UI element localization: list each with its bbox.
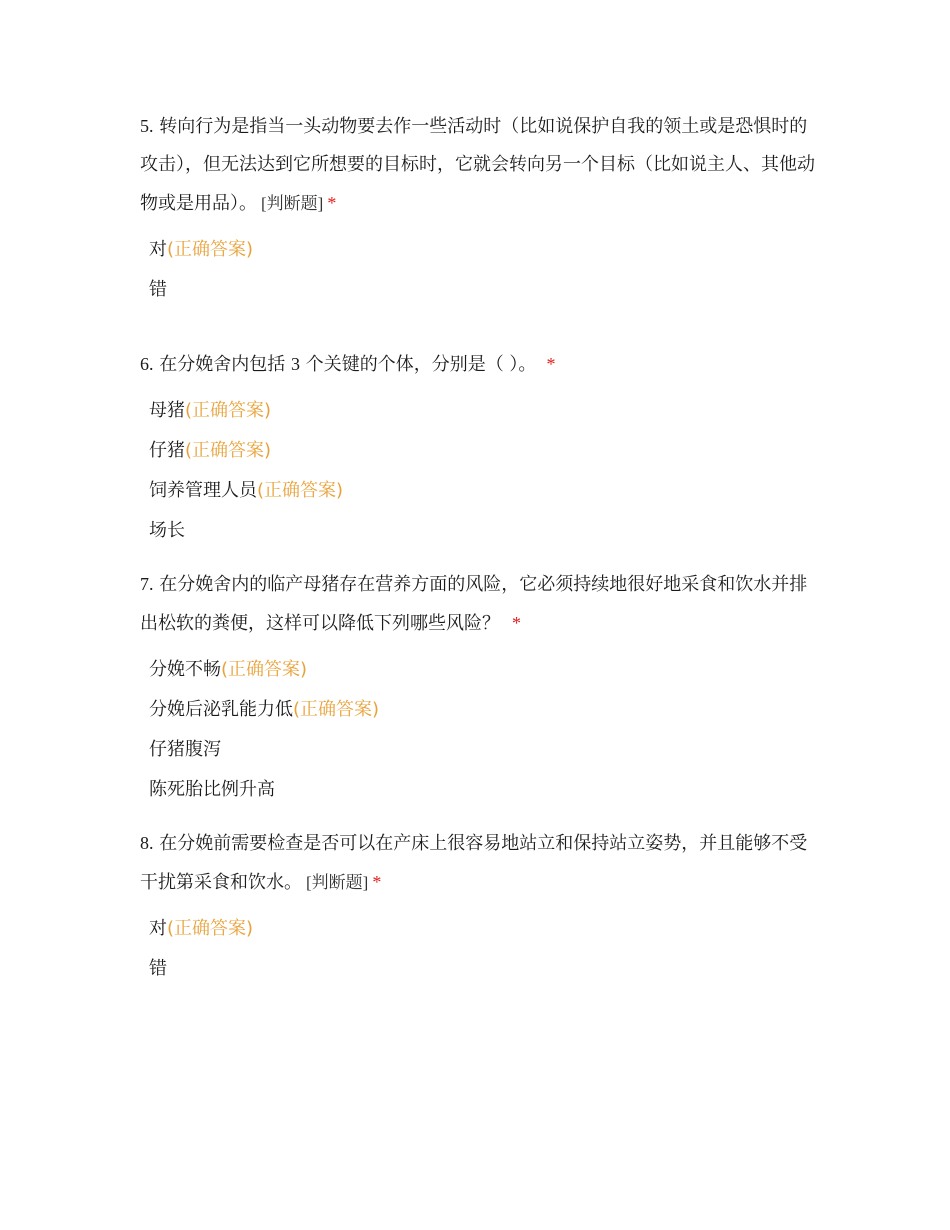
option[interactable] [149, 270, 820, 310]
option-label: 陈死胎比例升高 [149, 779, 275, 800]
option[interactable] [149, 949, 820, 989]
correct-answer-tag: (正确答案) [185, 400, 272, 421]
option-label: 错 [149, 279, 167, 300]
question-number: 5. [140, 116, 154, 136]
correct-answer-tag: (正确答案) [167, 239, 254, 260]
option[interactable] [149, 909, 820, 949]
question-6 [140, 345, 820, 551]
question-number: 7. [140, 574, 154, 594]
question-body-number: 3 [290, 354, 300, 374]
question-8-options [140, 909, 820, 989]
option-label: 对 [149, 918, 167, 939]
question-6-text [140, 345, 820, 384]
question-body: 转向行为是指当一头动物要去作一些活动时（比如说保护自我的领土或是恐惧时的攻击），但无法达到它所想要的目标时，它就会转向另一个目标（比如说主人、其他动物或是用品）。 [140, 116, 815, 214]
option-label: 分娩后泌乳能力低 [149, 699, 293, 720]
required-mark: * [327, 193, 337, 213]
required-mark: * [512, 613, 521, 633]
required-mark: * [546, 354, 556, 374]
correct-answer-tag: (正确答案) [185, 440, 272, 461]
correct-answer-tag: (正确答案) [167, 918, 254, 939]
option-label: 饲养管理人员 [149, 480, 257, 501]
option-label: 母猪 [149, 400, 185, 421]
question-5-options [140, 230, 820, 310]
option[interactable] [149, 690, 820, 730]
option[interactable] [149, 770, 820, 810]
required-mark: * [372, 872, 382, 892]
option-label: 场长 [149, 520, 185, 541]
option-label: 仔猪 [149, 440, 185, 461]
question-7-text [140, 565, 820, 643]
question-type: [判断题] [306, 873, 369, 892]
question-body: 在分娩前需要检查是否可以在产床上很容易地站立和保持站立姿势，并且能够不受干扰第采食和饮水。 [140, 833, 808, 893]
option-label: 对 [149, 239, 167, 260]
question-body-after: 个关键的个体，分别是（ ）。 [305, 354, 537, 375]
question-body-before: 在分娩舍内包括 [159, 354, 286, 375]
option-label: 分娩不畅 [149, 659, 221, 680]
question-6-options [140, 391, 820, 551]
question-8 [140, 824, 820, 989]
question-7 [140, 565, 820, 810]
question-8-text [140, 824, 820, 902]
option-label: 仔猪腹泻 [149, 739, 221, 760]
option[interactable] [149, 650, 820, 690]
correct-answer-tag: (正确答案) [257, 480, 344, 501]
option-label: 错 [149, 958, 167, 979]
question-number: 8. [140, 833, 154, 853]
question-body: 在分娩舍内的临产母猪存在营养方面的风险，它必须持续地很好地采食和饮水并排出松软的粪便，这样可以降低下列哪些风险？ [140, 574, 808, 634]
question-5 [140, 107, 820, 310]
option[interactable] [149, 431, 820, 471]
question-type: [判断题] [261, 194, 324, 213]
question-number: 6. [140, 354, 154, 374]
option[interactable] [149, 511, 820, 551]
question-5-text [140, 107, 820, 223]
option[interactable] [149, 730, 820, 770]
option[interactable] [149, 230, 820, 270]
correct-answer-tag: (正确答案) [221, 659, 308, 680]
option[interactable] [149, 471, 820, 511]
question-7-options [140, 650, 820, 810]
option[interactable] [149, 391, 820, 431]
correct-answer-tag: (正确答案) [293, 699, 380, 720]
